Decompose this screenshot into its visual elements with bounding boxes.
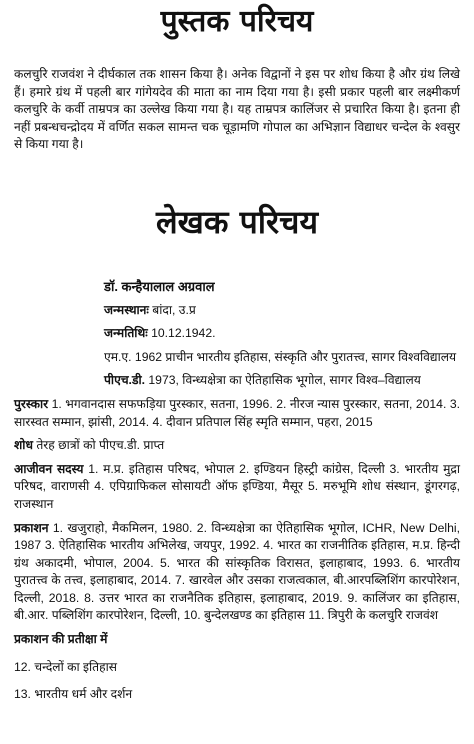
publications-row (14, 520, 460, 626)
publications-value: 1. खजुराहो, मैकमिलन, 1980. 2. विन्ध्यक्षेत्रा का ऐतिहासिक भूगोल, ICHR, New Delhi, 1987 3. ऐतिहासिक भारतीय अभिलेख, जयपुर, 1992. 4. भारत का राजनीतिक इतिहास, म.प्र. हिन्दी ग्रंथ अकादमी, भोपाल, 2004. 5. भारत की सांस्कृतिक विरासत, इलाहाबाद, 1993. 6. भारतीय पुरातत्त्व के तत्त्व, इलाहाबाद, 2014. 7. खारवेल और उसका राजत्वकाल, बी.आरपब्लिशिंग कारपोरेशन, दिल्ली, 2018. 8. उत्तर भारत का राजनैतिक इतिहास, इलाहाबाद, 2019. 9. कालिंजर का इतिहास, बी.आर. पब्लिशिंग कारपोरेशन, दिल्ली, 10. बुन्देलखण्ड का इतिहास 11. त्रिपुरी के कलचुरि राजवंश (14, 520, 460, 623)
research-row (14, 437, 460, 455)
phd-row (14, 372, 460, 390)
pending-item: 13. भारतीय धर्म और दर्शन (14, 687, 133, 702)
awards-label: पुरस्कार (14, 396, 49, 411)
pending-publications-heading: प्रकाशन की प्रतीक्षा में (14, 632, 108, 647)
birthdate-row (14, 325, 460, 343)
birthdate-value: 10.12.1942. (147, 326, 216, 341)
membership-label: आजीवन सदस्य (14, 461, 84, 476)
pending-item: 12. चन्देलों का इतिहास (14, 659, 117, 674)
phd-label: पीएच.डी. (104, 373, 146, 388)
ma-row: एम.ए. 1962 प्राचीन भारतीय इतिहास, संस्कृति और पुरातत्त्व, सागर विश्वविद्यालय (104, 349, 457, 364)
birthplace-row (14, 302, 460, 320)
awards-value: 1. भगवानदास सफफड़िया पुरस्कार, सतना, 1996. 2. नीरज न्यास पुरस्कार, सतना, 2014. 3. सारस्वत सम्मान, झांसी, 2014. 4. दीवान प्रतिपाल सिंह स्मृति सम्मान, पहरा, 2015 (14, 396, 460, 429)
research-label: शोध (14, 438, 33, 453)
research-value: तेरह छात्रों को पीएच.डी. प्राप्त (32, 438, 165, 453)
book-intro-text: कलचुरि राजवंश ने दीर्घकाल तक शासन किया है। अनेक विद्वानों ने इस पर शोध किया है और ग्रंथ लिखे हैं। हमारे ग्रंथ में पहली बार गांगेयदेव की माता का नाम दिया गया है। इसी प्रकार पहली बार लक्ष्मीकर्ण कलचुरि के कर्वी ताम्रपत्र का उल्लेख किया गया है। यह ताम्रपत्र कालिंजर से प्रचारित किया है। इतना ही नहीं प्रबन्धचन्द्रोदय में वर्णित सकल सामन्त चक चूड़ामणि गोपाल का अभिज्ञान विद्याधर चन्देल के श्वसुर से किया गया है। (14, 67, 460, 152)
birthdate-label: जन्मतिथिः (104, 326, 148, 341)
phd-value: 1973, विन्ध्यक्षेत्रा का ऐतिहासिक भूगोल, सागर विश्व–विद्यालय (145, 373, 421, 388)
membership-value: 1. म.प्र. इतिहास परिषद, भोपाल 2. इण्डियन हिस्ट्री कांग्रेस, दिल्ली 3. भारतीय मुद्रा परिषद, वाराणसी 4. एपिग्राफिकल सोसायटी ऑफ इण्डिया, मैसूर 5. मरुभूमि शोध संस्थान, डूंगरगढ़, राजस्थान (14, 461, 460, 511)
birthplace-value: बांदा, उ.प्र (148, 302, 196, 317)
birthplace-label: जन्मस्थानः (104, 302, 149, 317)
publications-label: प्रकाशन (14, 520, 49, 535)
author-name: डॉ. कन्हैयालाल अग्रवाल (104, 278, 215, 294)
author-intro-title: लेखक परिचय (155, 202, 319, 241)
book-intro-title: पुस्तक परिचय (160, 4, 314, 39)
author-details (14, 278, 460, 704)
awards-row (14, 396, 460, 431)
membership-row (14, 461, 460, 514)
